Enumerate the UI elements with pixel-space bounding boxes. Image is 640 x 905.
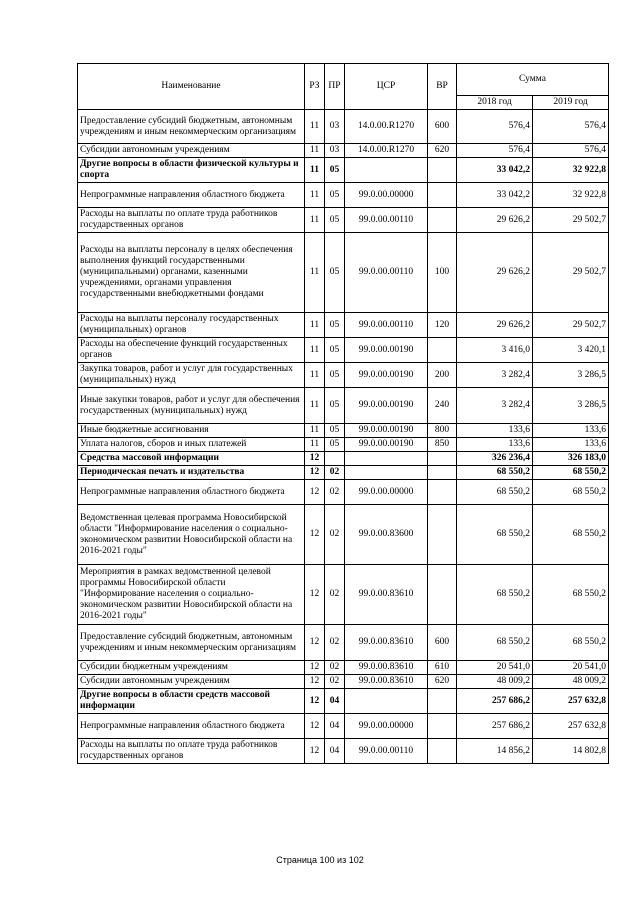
cell-name: Расходы на выплаты по оплате труда работников государственных органов — [78, 208, 305, 233]
cell-rz: 12 — [305, 625, 325, 661]
cell-name: Субсидии бюджетным учреждениям — [78, 661, 305, 675]
cell-vr — [428, 183, 457, 208]
cell-2018: 257 686,2 — [457, 714, 533, 739]
cell-vr — [428, 565, 457, 625]
cell-name: Расходы на обеспечение функций государственных органов — [78, 338, 305, 363]
table-row — [78, 233, 609, 313]
table-row — [78, 424, 609, 438]
cell-csr: 99.0.00.00190 — [345, 338, 428, 363]
cell-csr: 99.0.00.00190 — [345, 424, 428, 438]
cell-rz: 11 — [305, 233, 325, 313]
cell-vr — [428, 466, 457, 480]
table-row — [78, 110, 609, 144]
cell-2019: 3 286,5 — [533, 363, 609, 388]
cell-vr: 620 — [428, 144, 457, 158]
cell-csr: 14.0.00.R1270 — [345, 110, 428, 144]
table-row — [78, 689, 609, 714]
table-row — [78, 183, 609, 208]
cell-2018: 33 042,2 — [457, 158, 533, 183]
cell-csr: 99.0.00.83610 — [345, 675, 428, 689]
table-row — [78, 466, 609, 480]
cell-rz: 11 — [305, 158, 325, 183]
cell-2018: 68 550,2 — [457, 625, 533, 661]
cell-name: Непрограммные направления областного бюджета — [78, 183, 305, 208]
cell-2019: 133,6 — [533, 424, 609, 438]
cell-pr: 05 — [325, 363, 345, 388]
cell-2019: 68 550,2 — [533, 466, 609, 480]
cell-vr — [428, 452, 457, 466]
cell-rz: 11 — [305, 110, 325, 144]
table-row — [78, 505, 609, 565]
cell-csr: 99.0.00.00000 — [345, 183, 428, 208]
cell-name: Ведомственная целевая программа Новосибирской области "Информирование населения о социально-экономическом развитии Новосибирской области на 2016-2021 годы" — [78, 505, 305, 565]
table-row — [78, 675, 609, 689]
cell-2018: 576,4 — [457, 144, 533, 158]
cell-pr: 02 — [325, 466, 345, 480]
cell-name: Иные бюджетные ассигнования — [78, 424, 305, 438]
cell-rz: 11 — [305, 388, 325, 424]
cell-2018: 68 550,2 — [457, 466, 533, 480]
cell-name: Другие вопросы в области средств массовой информации — [78, 689, 305, 714]
cell-pr: 05 — [325, 424, 345, 438]
header-sum: Сумма — [457, 64, 609, 96]
cell-pr: 05 — [325, 313, 345, 338]
cell-pr — [325, 452, 345, 466]
cell-name: Иные закупки товаров, работ и услуг для обеспечения государственных (муниципальных) нужд — [78, 388, 305, 424]
cell-pr: 04 — [325, 714, 345, 739]
header-rz: РЗ — [305, 64, 325, 110]
cell-name: Расходы на выплаты персоналу в целях обеспечения выполнения функций государственными (муниципальными) органами, казенными учреждениями, органами управления государственными внебюджетными фондами — [78, 233, 305, 313]
cell-2019: 29 502,7 — [533, 313, 609, 338]
cell-csr: 99.0.00.00190 — [345, 438, 428, 452]
cell-csr: 99.0.00.83610 — [345, 565, 428, 625]
cell-name: Периодическая печать и издательства — [78, 466, 305, 480]
cell-2019: 3 420,1 — [533, 338, 609, 363]
cell-pr: 04 — [325, 739, 345, 764]
cell-rz: 11 — [305, 144, 325, 158]
cell-rz: 12 — [305, 689, 325, 714]
table-row — [78, 661, 609, 675]
cell-rz: 11 — [305, 313, 325, 338]
cell-2018: 14 856,2 — [457, 739, 533, 764]
table-body — [78, 110, 609, 764]
cell-name: Предоставление субсидий бюджетным, автономным учреждениям и иным некоммерческим организациям — [78, 110, 305, 144]
cell-2018: 3 282,4 — [457, 388, 533, 424]
cell-2018: 3 282,4 — [457, 363, 533, 388]
cell-pr: 05 — [325, 388, 345, 424]
cell-2019: 68 550,2 — [533, 480, 609, 505]
cell-name: Другие вопросы в области физической культуры и спорта — [78, 158, 305, 183]
header-year-2019: 2019 год — [533, 96, 609, 110]
cell-csr: 99.0.00.83600 — [345, 505, 428, 565]
cell-rz: 12 — [305, 505, 325, 565]
cell-2019: 3 286,5 — [533, 388, 609, 424]
cell-rz: 12 — [305, 565, 325, 625]
table-row — [78, 313, 609, 338]
cell-2019: 32 922,8 — [533, 183, 609, 208]
cell-name: Мероприятия в рамках ведомственной целевой программы Новосибирской области "Информирование населения о социально-экономическом развитии Новосибирской области на 2016-2021 годы" — [78, 565, 305, 625]
header-csr: ЦСР — [345, 64, 428, 110]
table-row — [78, 625, 609, 661]
cell-name: Субсидии автономным учреждениям — [78, 675, 305, 689]
cell-vr: 600 — [428, 625, 457, 661]
cell-2019: 326 183,0 — [533, 452, 609, 466]
cell-vr: 600 — [428, 110, 457, 144]
cell-2018: 68 550,2 — [457, 505, 533, 565]
table-row — [78, 739, 609, 764]
header-name: Наименование — [78, 64, 305, 110]
table-row — [78, 452, 609, 466]
budget-table — [77, 63, 609, 764]
cell-vr — [428, 689, 457, 714]
cell-pr: 03 — [325, 110, 345, 144]
cell-csr: 99.0.00.00110 — [345, 233, 428, 313]
cell-vr: 240 — [428, 388, 457, 424]
cell-2019: 29 502,7 — [533, 233, 609, 313]
cell-rz: 11 — [305, 183, 325, 208]
cell-csr: 99.0.00.00190 — [345, 388, 428, 424]
cell-rz: 12 — [305, 452, 325, 466]
cell-csr — [345, 689, 428, 714]
cell-2019: 48 009,2 — [533, 675, 609, 689]
cell-vr: 800 — [428, 424, 457, 438]
cell-name: Непрограммные направления областного бюджета — [78, 480, 305, 505]
cell-2018: 68 550,2 — [457, 565, 533, 625]
cell-pr: 02 — [325, 625, 345, 661]
cell-vr: 850 — [428, 438, 457, 452]
cell-csr: 14.0.00.R1270 — [345, 144, 428, 158]
cell-2018: 20 541,0 — [457, 661, 533, 675]
cell-vr — [428, 338, 457, 363]
cell-2018: 576,4 — [457, 110, 533, 144]
cell-name: Закупка товаров, работ и услуг для государственных (муниципальных) нужд — [78, 363, 305, 388]
cell-vr: 610 — [428, 661, 457, 675]
cell-2019: 257 632,8 — [533, 714, 609, 739]
cell-rz: 12 — [305, 480, 325, 505]
cell-vr: 120 — [428, 313, 457, 338]
cell-vr — [428, 739, 457, 764]
cell-rz: 11 — [305, 338, 325, 363]
cell-vr — [428, 158, 457, 183]
cell-vr: 620 — [428, 675, 457, 689]
cell-2018: 3 416,0 — [457, 338, 533, 363]
cell-pr: 04 — [325, 689, 345, 714]
cell-2018: 29 626,2 — [457, 208, 533, 233]
cell-rz: 12 — [305, 714, 325, 739]
cell-csr: 99.0.00.83610 — [345, 625, 428, 661]
cell-name: Расходы на выплаты персоналу государственных (муниципальных) органов — [78, 313, 305, 338]
table-row — [78, 158, 609, 183]
cell-csr — [345, 158, 428, 183]
cell-name: Предоставление субсидий бюджетным, автономным учреждениям и иным некоммерческим организациям — [78, 625, 305, 661]
table-row — [78, 208, 609, 233]
cell-2019: 257 632,8 — [533, 689, 609, 714]
cell-2018: 257 686,2 — [457, 689, 533, 714]
cell-pr: 03 — [325, 144, 345, 158]
table-row — [78, 144, 609, 158]
cell-2019: 32 922,8 — [533, 158, 609, 183]
cell-vr — [428, 208, 457, 233]
cell-2018: 133,6 — [457, 424, 533, 438]
cell-2019: 576,4 — [533, 144, 609, 158]
cell-rz: 12 — [305, 466, 325, 480]
cell-2019: 20 541,0 — [533, 661, 609, 675]
cell-2019: 14 802,8 — [533, 739, 609, 764]
cell-2018: 33 042,2 — [457, 183, 533, 208]
cell-csr: 99.0.00.83610 — [345, 661, 428, 675]
table-row — [78, 363, 609, 388]
table-row — [78, 388, 609, 424]
cell-csr: 99.0.00.00110 — [345, 208, 428, 233]
cell-pr: 05 — [325, 208, 345, 233]
cell-name: Субсидии автономным учреждениям — [78, 144, 305, 158]
cell-csr — [345, 466, 428, 480]
header-pr: ПР — [325, 64, 345, 110]
cell-pr: 02 — [325, 675, 345, 689]
cell-pr: 05 — [325, 338, 345, 363]
table-row — [78, 565, 609, 625]
cell-pr: 02 — [325, 565, 345, 625]
cell-pr: 05 — [325, 438, 345, 452]
cell-pr: 05 — [325, 158, 345, 183]
table-row — [78, 714, 609, 739]
cell-pr: 02 — [325, 505, 345, 565]
cell-csr: 99.0.00.00000 — [345, 480, 428, 505]
cell-name: Расходы на выплаты по оплате труда работников государственных органов — [78, 739, 305, 764]
cell-name: Уплата налогов, сборов и иных платежей — [78, 438, 305, 452]
cell-csr: 99.0.00.00000 — [345, 714, 428, 739]
cell-vr: 200 — [428, 363, 457, 388]
cell-rz: 12 — [305, 675, 325, 689]
cell-2018: 48 009,2 — [457, 675, 533, 689]
table-row — [78, 338, 609, 363]
table-row — [78, 438, 609, 452]
cell-pr: 02 — [325, 661, 345, 675]
cell-rz: 11 — [305, 438, 325, 452]
header-year-2018: 2018 год — [457, 96, 533, 110]
cell-rz: 11 — [305, 363, 325, 388]
cell-2018: 326 236,4 — [457, 452, 533, 466]
cell-2019: 68 550,2 — [533, 505, 609, 565]
cell-rz: 12 — [305, 661, 325, 675]
cell-pr: 05 — [325, 233, 345, 313]
cell-2018: 133,6 — [457, 438, 533, 452]
cell-pr: 05 — [325, 183, 345, 208]
cell-vr — [428, 480, 457, 505]
cell-csr: 99.0.00.00110 — [345, 739, 428, 764]
cell-2018: 29 626,2 — [457, 233, 533, 313]
cell-2019: 133,6 — [533, 438, 609, 452]
cell-rz: 11 — [305, 424, 325, 438]
table-row — [78, 480, 609, 505]
page-number: Страница 100 из 102 — [276, 855, 364, 865]
cell-csr: 99.0.00.00190 — [345, 363, 428, 388]
cell-csr — [345, 452, 428, 466]
cell-2019: 68 550,2 — [533, 565, 609, 625]
cell-csr: 99.0.00.00110 — [345, 313, 428, 338]
cell-name: Непрограммные направления областного бюджета — [78, 714, 305, 739]
cell-rz: 11 — [305, 208, 325, 233]
cell-2019: 29 502,7 — [533, 208, 609, 233]
cell-2018: 29 626,2 — [457, 313, 533, 338]
cell-rz: 12 — [305, 739, 325, 764]
header-vr: ВР — [428, 64, 457, 110]
cell-2019: 68 550,2 — [533, 625, 609, 661]
cell-pr: 02 — [325, 480, 345, 505]
cell-vr: 100 — [428, 233, 457, 313]
cell-2018: 68 550,2 — [457, 480, 533, 505]
cell-2019: 576,4 — [533, 110, 609, 144]
cell-vr — [428, 714, 457, 739]
cell-vr — [428, 505, 457, 565]
cell-name: Средства массовой информации — [78, 452, 305, 466]
